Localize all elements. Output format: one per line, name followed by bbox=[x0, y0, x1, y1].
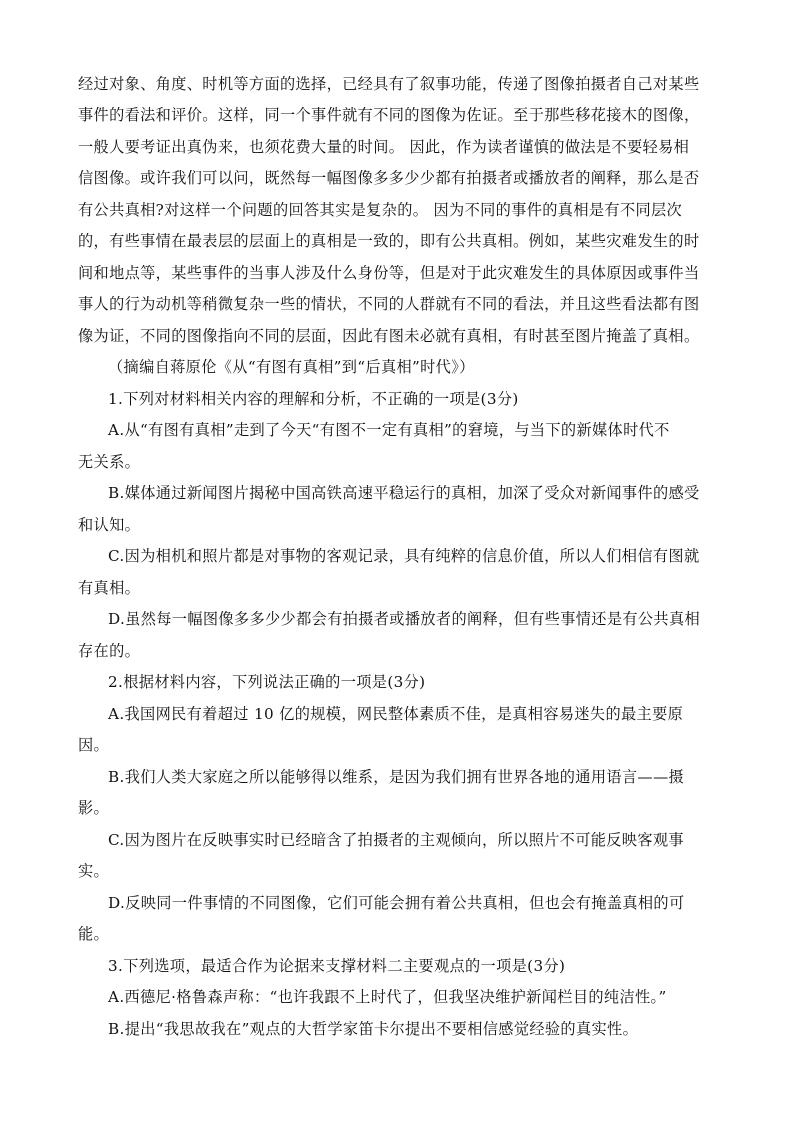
option-line: 能。 bbox=[78, 925, 110, 943]
option-line: 无关系。 bbox=[78, 453, 141, 471]
passage-line: 经过对象、角度、时机等方面的选择，已经具有了叙事功能，传递了图像拍摄者自己对某些 bbox=[78, 75, 700, 93]
option-line: B.我们人类大家庭之所以能够得以维系，是因为我们拥有世界各地的通用语言——摄 bbox=[108, 768, 685, 786]
question-stem: 3.下列选项，最适合作为论据来支撑材料二主要观点的一项是(3分) bbox=[108, 957, 566, 975]
passage-line: 像为证，不同的图像指向不同的层面，因此有图未必就有真相，有时甚至图片掩盖了真相。 bbox=[78, 327, 700, 345]
question-stem: 1.下列对材料相关内容的理解和分析，不正确的一项是(3分) bbox=[108, 390, 519, 408]
passage-line: 有公共真相?对这样一个问题的回答其实是复杂的。 因为不同的事件的真相是有不同层次 bbox=[78, 201, 683, 219]
question-stem: 2.根据材料内容，下列说法正确的一项是(3分) bbox=[108, 673, 426, 691]
option-line: 因。 bbox=[78, 736, 110, 754]
passage-line: 事件的看法和评价。这样，同一个事件就有不同的图像为佐证。至于那些移花接木的图像， bbox=[78, 106, 700, 124]
passage-line: 事人的行为动机等稍微复杂一些的情状，不同的人群就有不同的看法，并且这些看法都有图 bbox=[78, 295, 700, 313]
passage-source: （摘编自蒋原伦《从“有图有真相”到“后真相”时代》） bbox=[108, 358, 475, 376]
option-line: 有真相。 bbox=[78, 579, 141, 597]
passage-line: 间和地点等，某些事件的当事人涉及什么身份等，但是对于此灾难发生的具体原因或事件当 bbox=[78, 264, 700, 282]
option-line: C.因为图片在反映事实时已经暗含了拍摄者的主观倾向，所以照片不可能反映客观事 bbox=[108, 831, 684, 849]
option-line: A.西德尼·格鲁森声称：“也许我跟不上时代了，但我坚决维护新闻栏目的纯洁性。” bbox=[108, 988, 667, 1006]
option-line: A.从“有图有真相”走到了今天“有图不一定有真相”的窘境，与当下的新媒体时代不 bbox=[108, 421, 670, 439]
option-line: C.因为相机和照片都是对事物的客观记录，具有纯粹的信息价值，所以人们相信有图就 bbox=[108, 547, 700, 565]
option-line: D.虽然每一幅图像多多少少都会有拍摄者或播放者的阐释，但有些事情还是有公共真相 bbox=[108, 610, 701, 628]
passage-line: 信图像。或许我们可以问，既然每一幅图像多多少少都有拍摄者或播放者的阐释，那么是否 bbox=[78, 169, 700, 187]
passage-line: 一般人要考证出真伪来，也须花费大量的时间。 因此，作为读者谨慎的做法是不要轻易相 bbox=[78, 138, 690, 156]
option-line: A.我国网民有着超过 10 亿的规模，网民整体素质不佳，是真相容易迷失的最主要原 bbox=[108, 705, 684, 723]
option-line: 存在的。 bbox=[78, 642, 141, 660]
option-line: B.提出“我思故我在”观点的大哲学家笛卡尔提出不要相信感觉经验的真实性。 bbox=[108, 1020, 639, 1038]
option-line: 实。 bbox=[78, 862, 110, 880]
passage-line: 的，有些事情在最表层的层面上的真相是一致的，即有公共真相。例如，某些灾难发生的时 bbox=[78, 232, 700, 250]
option-line: 影。 bbox=[78, 799, 110, 817]
option-line: 和认知。 bbox=[78, 516, 141, 534]
option-line: D.反映同一件事情的不同图像，它们可能会拥有着公共真相，但也会有掩盖真相的可 bbox=[108, 894, 685, 912]
option-line: B.媒体通过新闻图片揭秘中国高铁高速平稳运行的真相，加深了受众对新闻事件的感受 bbox=[108, 484, 700, 502]
